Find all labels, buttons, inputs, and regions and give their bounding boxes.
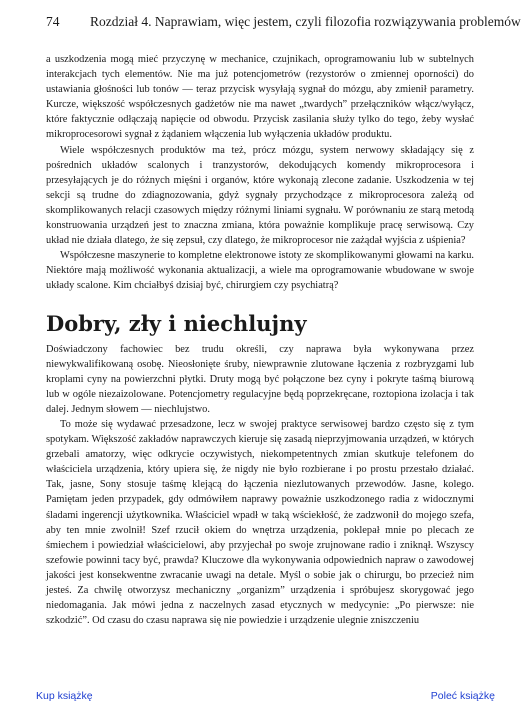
running-title: Rozdział 4. Naprawiam, więc jestem, czyli filozofia rozwiązywania problemów [90, 14, 521, 29]
buy-book-link[interactable]: Kup książkę [36, 690, 93, 702]
page-number: 74 [46, 14, 60, 29]
paragraph: To może się wydawać przesadzone, lecz w swojej praktyce serwisowej bardzo często się z tym spotykam. Większość zakładów naprawczych kieruje się zasadą nieprzyjmowania urządzeń, w których grzebali amatorzy, więc odkrycie oczywistych, niekompetentnych zmian skutkuje telefonem do właściciela urządzenia, który upiera się, że nigdy nie było rozbierane i po prostu przestało działać. Tak, jasne, Sony stosuje taśmę klejącą do łączenia niezlutowanych przewodów. Jasne, kolego. Pamiętam jeden przypadek, gdy odmówiłem naprawy poważnie uszkodzonego radia z widocznymi śladami ingerencji użytkownika. Właściciel wpadł w taką wściekłość, że zadzwonił do mojego szefa, aby ten mnie zwolnił! Szef rzucił okiem do wnętrza urządzenia, poklepał mnie po plecach ze śmiechem i powiedział właścicielowi, aby przyjechał po swoje zrujnowane radio i zniknął. Wszyscy szefowie powinni tacy być, prawda? Kluczowe dla wykonywania odpowiednich napraw o zawodowej jakości jest konsekwentne zwracanie uwagi na detale. Myśl o sobie jak o chirurgu, bo przecież nim jesteś. Za chwilę otworzysz mechaniczny „organizm” urządzenia i spróbujesz skorygować jego niedomagania. Jak mówi jedna z naczelnych zasad etycznych w medycynie: „Po pierwsze: nie szkodzić”. Od czasu do czasu naprawa się nie powiedzie i urządzenie ulegnie zniszczeniu [46, 418, 474, 627]
page-header [0, 14, 524, 32]
paragraph: Współczesne maszynerie to kompletne elektronowe istoty ze skomplikowanymi głowami na karku. Niektóre mają możliwość wykonania aktualizacji, a wiele ma oprogramowanie wbudowane w swoje układy scalone. Kim chciałbyś dzisiaj być, chirurgiem czy psychiatrą? [46, 250, 474, 292]
recommend-book-link[interactable]: Poleć książkę [430, 690, 495, 702]
paragraph: a uszkodzenia mogą mieć przyczynę w mechanice, czujnikach, oprogramowaniu lub w subtelnych interakcjach tych elementów. Nie ma już potencjometrów (rezystorów o zmiennej oporności) do ustawiania głośności lub tonów — teraz przycisk wysyłają sygnał do mózgu, aby zmienił parametry. Kurcze, większość współczesnych gadżetów nie ma nawet „twardych” przełączników włącz/wyłącz, które faktycznie odłączają napięcie od obwodu. Przycisk zasilania służy tylko do tego, żeby wysłać mikroprocesorowi sygnał z żądaniem włączenia lub wyłączenia układów produktu. [46, 54, 474, 141]
paragraph: Wiele współczesnych produktów ma też, prócz mózgu, system nerwowy składający się z pośrednich układów scalonych i tranzystorów, dekodujących komendy mikroprocesora i przesyłających je do różnych mięśni i organów, które wykonają zlecone zadanie. Uszkodzenia w tej sekcji są trudne do zdiagnozowania, gdyż sygnały przychodzące z mikroprocesora zależą od skomplikowanych relacji czasowych między różnymi liniami sygnału. W porównaniu ze starą metodą konstruowania urządzeń jest to znaczna zmiana, która poważnie komplikuje pracę serwisową. Czy układ nie działa dlatego, że się zepsuł, czy dlatego, że mikroprocesor nie zażądał wyjścia z uśpienia? [46, 144, 474, 247]
section-heading: Dobry, zły i niechlujny [46, 310, 307, 336]
paragraph: Doświadczony fachowiec bez trudu określi, czy naprawa była wykonywana przez niewykwalifikowaną osobę. Nieosłonięte śruby, niewprawnie zlutowane łączenia z rozbryzgami lub kroplami cyny na powierzchni płytki. Druty mogą być połączone bez cyny i pokryte taśmą biurową lub w ogóle niezaizolowane. Potencjometry regulacyjne będą poprzekręcane, roztopiona izolacja i tak dalej. Jednym słowem — niechlujstwo. [46, 343, 474, 415]
page-body [46, 52, 474, 628]
